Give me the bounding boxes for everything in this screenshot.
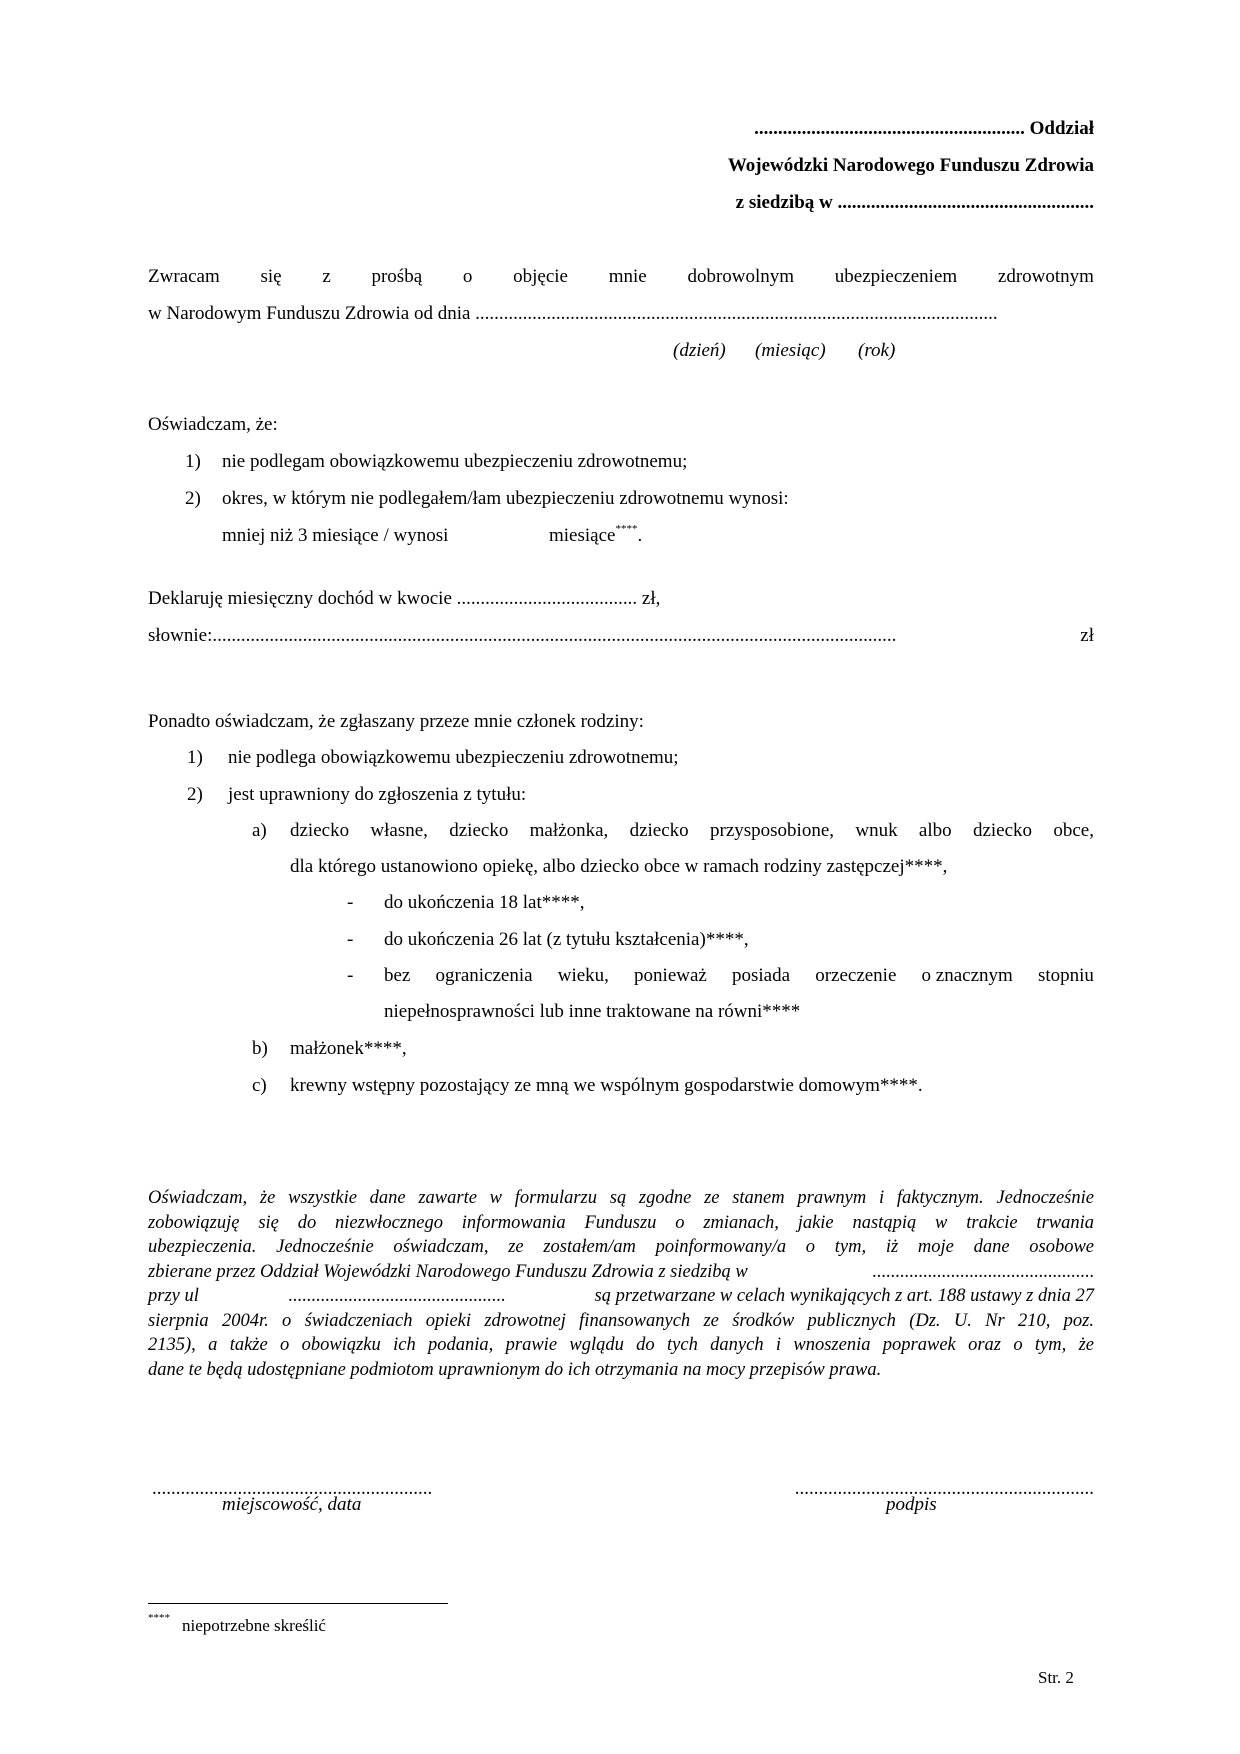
intro-request-line: [148, 266, 1094, 288]
signature-dots: ...............................................................: [794, 1478, 1094, 1499]
family-a-word: dziecko: [629, 820, 689, 841]
family-a-line2: dla którego ustanowiono opiekę, albo dziecko obce w ramach rodziny zastępczej****,: [290, 856, 948, 877]
family-a-word: obce,: [1053, 820, 1094, 841]
dash-3: -: [347, 965, 354, 986]
statement-line1: Oświadczam, że wszystkie dane zawarte w formularzu są zgodne ze stanem prawnym i faktycznym. Jednocześnie: [148, 1188, 1094, 1208]
footnote-reference: ****: [615, 523, 638, 535]
dash-1: -: [347, 892, 354, 913]
income-words-label: słownie:: [148, 625, 213, 646]
place-date-label: miejscowość, data: [222, 1494, 362, 1515]
income-amount-line: Deklaruję miesięczny dochód w kwocie ...................................... zł,: [148, 588, 661, 609]
statement-street-dots: ...............................................: [288, 1286, 506, 1306]
declaration-item2-number: 2): [185, 488, 201, 509]
declaration-item1: nie podlegam obowiązkowemu ubezpieczeniu zdrowotnemu;: [222, 451, 688, 472]
declaration-heading: Oświadczam, że:: [148, 414, 278, 435]
intro-word: objęcie: [513, 266, 568, 287]
intro-word: się: [260, 266, 282, 287]
declaration-item2-period: mniej niż 3 miesiące / wynosi: [222, 525, 449, 546]
statement-line4-text: zbierane przez Oddział Wojewódzki Narodowego Funduszu Zdrowia z siedzibą w: [148, 1261, 748, 1282]
family-a-word: dziecko: [449, 820, 509, 841]
income-words-line: [148, 625, 1094, 647]
intro-word: z: [322, 266, 331, 287]
intro-word: Zwracam: [148, 266, 220, 287]
statement-street-label: przy ul: [148, 1286, 199, 1306]
statement-line6: sierpnia 2004r. o świadczeniach opieki zdrowotnej finansowanych ze środków publicznych (Dz. U. Nr 210, poz.: [148, 1310, 1094, 1331]
intro-date-line: w Narodowym Funduszu Zdrowia od dnia ..............................................................................................................: [148, 303, 998, 324]
statement-seat-dots: ................................................: [872, 1261, 1094, 1282]
declaration-item1-number: 1): [185, 451, 201, 472]
declaration-item2: okres, w którym nie podlegałem/łam ubezpieczeniu zdrowotnemu wynosi:: [222, 488, 789, 509]
disability-word: ponieważ: [634, 965, 707, 986]
family-a-word: dziecko: [290, 820, 350, 841]
family-c-ascendant: krewny wstępny pozostający ze mną we wspólnym gospodarstwie domowym****.: [290, 1075, 923, 1096]
family-item1: nie podlega obowiązkowemu ubezpieczeniu zdrowotnemu;: [228, 747, 679, 768]
footnote-mark: ****: [148, 1612, 170, 1624]
disability-word: posiada: [732, 965, 791, 986]
family-a-label: a): [252, 820, 267, 841]
seat-line: z siedzibą w ......................................................: [735, 192, 1094, 213]
footnote-text: niepotrzebne skreślić: [182, 1616, 326, 1635]
family-a-word: małżonka,: [529, 820, 609, 841]
nfz-name-line: Wojewódzki Narodowego Funduszu Zdrowia: [727, 155, 1094, 176]
family-b-spouse: małżonek****,: [290, 1038, 407, 1059]
data-protection-statement: [148, 1186, 1094, 1382]
family-dash-item-26: do ukończenia 26 lat (z tytułu kształcenia)****,: [384, 929, 749, 950]
page-number: Str. 2: [1038, 1668, 1074, 1687]
intro-word: dobrowolnym: [687, 266, 795, 287]
statement-line5: [148, 1284, 1094, 1309]
family-dash-item-disability-line1: [384, 965, 1094, 987]
statement-line2: zobowiązuję się do niezwłocznego informowania Funduszu o zmianach, jakie nastąpią w trakcie trwania: [148, 1212, 1094, 1233]
branch-line: ......................................................... Oddział: [754, 118, 1094, 139]
disability-word: wieku,: [557, 965, 609, 986]
family-a-word: wnuk: [855, 820, 898, 841]
statement-line7: 2135), a także o obowiązku ich podania, prawie wglądu do tych danych i wnoszenia poprawek oraz o tym, że: [148, 1335, 1094, 1355]
family-b-label: b): [252, 1038, 268, 1059]
statement-line5-text: są przetwarzane w celach wynikających z art. 188 ustawy z dnia 27: [594, 1286, 1094, 1306]
family-a-word: przysposobione,: [710, 820, 835, 841]
family-heading: Ponadto oświadczam, że zgłaszany przeze mnie członek rodziny:: [148, 711, 644, 732]
intro-word: prośbą: [371, 266, 423, 287]
family-item2-number: 2): [187, 784, 203, 805]
family-dash-item-18: do ukończenia 18 lat****,: [384, 892, 585, 913]
place-date-dots: ...........................................................: [152, 1478, 433, 1499]
date-label-month: (miesiąc): [755, 340, 826, 361]
disability-word: ograniczenia: [435, 965, 533, 986]
signature-label: podpis: [886, 1494, 937, 1515]
date-label-day: (dzień): [673, 340, 726, 361]
dash-2: -: [347, 929, 354, 950]
intro-word: ubezpieczeniem: [834, 266, 958, 287]
disability-word: stopniu: [1037, 965, 1094, 986]
period-end: .: [637, 525, 643, 546]
family-c-label: c): [252, 1075, 267, 1096]
date-label-year: (rok): [858, 340, 896, 361]
income-words-unit: zł: [1080, 625, 1094, 646]
family-a-line1: [290, 820, 1094, 842]
intro-word: mnie: [608, 266, 647, 287]
footnote-separator: [148, 1603, 448, 1604]
intro-word: o: [462, 266, 473, 287]
disability-word: bez: [384, 965, 411, 986]
family-item1-number: 1): [187, 747, 203, 768]
family-dash-item-disability-line2: niepełnosprawności lub inne traktowane na równi****: [384, 1001, 801, 1022]
statement-line3: ubezpieczenia. Jednocześnie oświadczam, ze zostałem/am poinformowany/a o tym, iż moje dane osobowe: [148, 1237, 1094, 1257]
family-a-word: albo: [918, 820, 952, 841]
months-label: miesiące: [549, 525, 616, 546]
family-a-word: dziecko: [972, 820, 1033, 841]
family-a-word: własne,: [370, 820, 428, 841]
intro-word: zdrowotnym: [997, 266, 1094, 287]
family-item2: jest uprawniony do zgłoszenia z tytułu:: [228, 784, 527, 805]
statement-line4: [148, 1260, 1094, 1285]
declaration-item2-months: [549, 525, 642, 547]
disability-word: o znacznym: [921, 965, 1013, 986]
statement-line8: dane te będą udostępniane podmiotom uprawnionym do ich otrzymania na mocy przepisów prawa.: [148, 1359, 882, 1380]
income-words-dots: ................................................................................................................................................: [212, 625, 897, 646]
disability-word: orzeczenie: [815, 965, 897, 986]
